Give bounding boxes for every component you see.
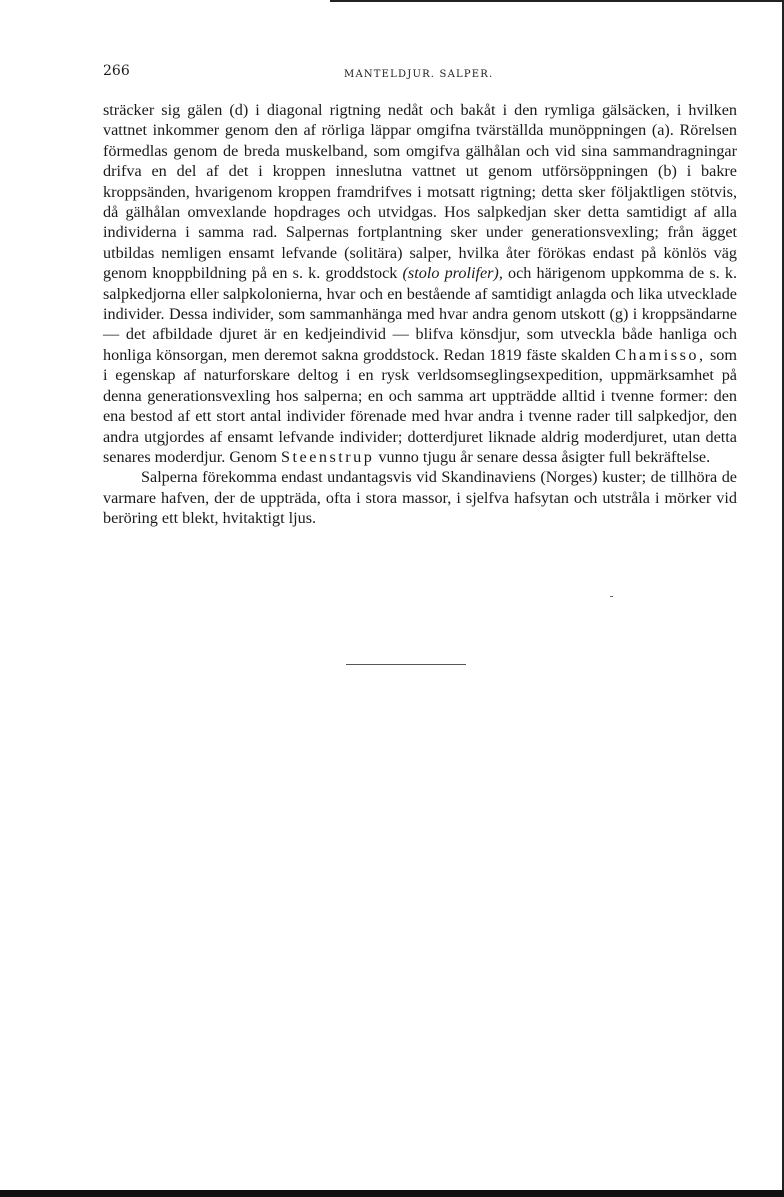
paragraph-2: Salperna förekomma endast undantagsvis vid Skandinaviens (Norges) kuster; de tillhöra de varmare hafven, der de uppträda, ofta i stora massor, i sjelfva hafsytan och utstråla i mörker vid beröring ett blekt, hvitaktigt ljus. xyxy=(103,468,737,528)
name-chamisso: Chamisso, xyxy=(615,345,706,364)
paragraph-1-part-c: som i egenskap af naturforskare deltog i en rysk verldsomseglingsexpedition, uppmärksamhet på denna generationsvexling hos salperna; en och samma art uppträdde alltid i tvenne former: den ena bestod af ett stort antal individer förenade med hvar andra i tvenne rader till salpkedjor, den andra utgjordes af ensamt lefvande individer; dotterdjuret liknade aldrig moderdjuret, utan detta senares moderdjur. Genom xyxy=(103,345,737,466)
paragraph-1-part-a: sträcker sig gälen (d) i diagonal rigtning nedåt och bakåt i den rymliga gälsäcken, i hvilken vattnet inkommer genom den af rörliga läppar omgifna tvärställda munöppningen (a). Rörelsen förmedlas genom de breda muskelband, som omgifva gälhålan och vid sina sammandragningar drifva en del af det i kroppen inneslutna vattnet ut genom utförsöppningen (b) i bakre kroppsänden, hvarigenom kroppen framdrifves i motsatt rigtning; detta sker följaktligen stötvis, då gälhålan omvexlande hopdrages och utvidgas. Hos salpkedjan sker detta samtidigt af alla individerna i samma rad. Salpernas fortplantning sker under generationsvexling; från ägget utbildas nemligen ensamt lefvande (solitära) salper, hvilka åter förökas endast på könlös väg genom knoppbildning på en s. k. groddstock xyxy=(103,101,737,283)
scan-edge-bottom xyxy=(0,1190,784,1197)
paragraph-1-part-d: vunno tjugu år senare dessa åsigter full bekräftelse. xyxy=(374,447,711,466)
page-number: 266 xyxy=(103,63,130,79)
stray-mark xyxy=(610,596,613,597)
end-rule xyxy=(330,664,466,665)
scan-edge-top xyxy=(330,0,784,2)
name-steenstrup: Steenstrup xyxy=(281,447,375,466)
paragraph-1-part-b: och härigenom uppkomma de s. k. salpkedjorna eller salpkolonierna, hvar och en bestående af samtidigt anlagda och lika utvecklade individer. Dessa individer, som sammanhänga med hvar andra genom utskott (g) i kroppsändarne — det afbildade djuret är en kedjeindivid — blifva könsdjur, som utveckla både hanliga och honliga könsorgan, men deremot sakna groddstock. Redan 1819 fäste skalden xyxy=(103,264,737,364)
body-text xyxy=(103,100,737,529)
running-head: MANTELDJUR. SALPER. xyxy=(344,69,494,80)
paragraph-1 xyxy=(103,100,737,467)
latin-term: (stolo prolifer), xyxy=(402,264,503,283)
